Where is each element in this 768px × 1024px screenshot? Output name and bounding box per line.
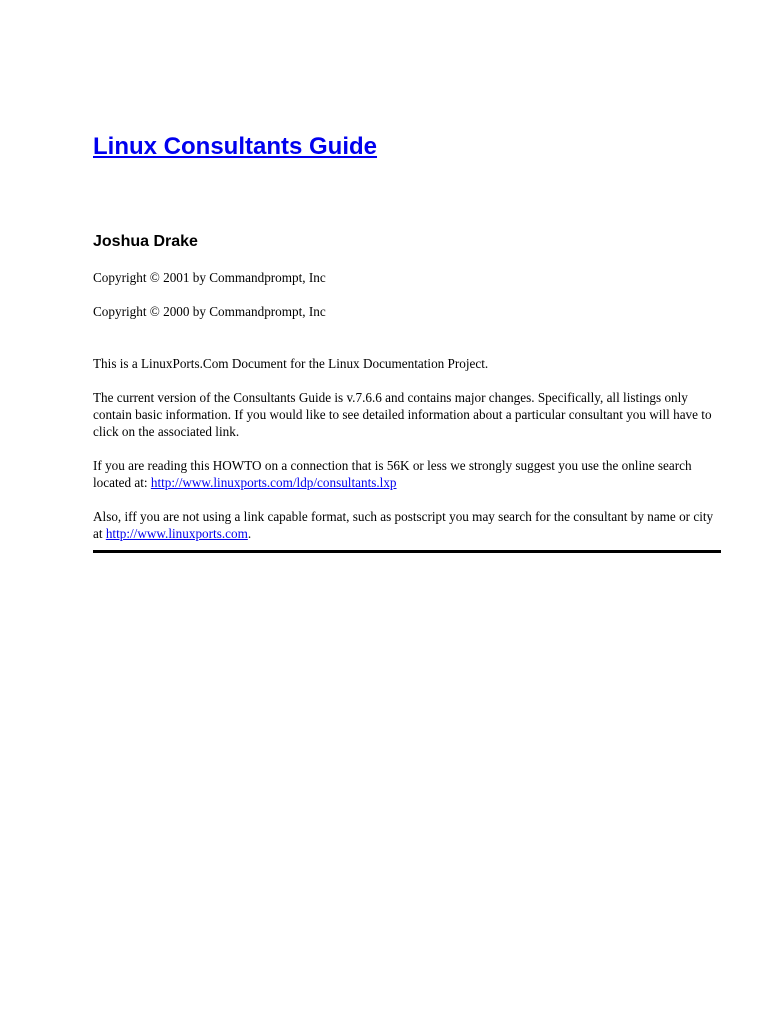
linuxports-home-link[interactable]: http://www.linuxports.com [105,526,248,541]
format-note-trailing: . [247,526,252,541]
copyright-2000: Copyright © 2000 by Commandprompt, Inc [93,304,326,319]
connection-note-text: If you are reading this HOWTO on a connection that is 56K or less we strongly suggest you use the online search located at: [93,458,692,490]
ldp-note: This is a LinuxPorts.Com Document for the Linux Documentation Project. [93,356,489,371]
online-search-link[interactable]: http://www.linuxports.com/ldp/consultants.lxp [150,475,397,490]
format-note-text: Also, iff you are not using a link capable format, such as postscript you may search for the consultant by name or city at [93,509,714,541]
horizontal-rule [93,550,721,553]
document-title-link[interactable]: Linux Consultants Guide [93,133,378,160]
connection-note [93,457,721,491]
author-name: Joshua Drake [93,233,198,250]
copyright-2001: Copyright © 2001 by Commandprompt, Inc [93,270,326,285]
version-note: The current version of the Consultants Guide is v.7.6.6 and contains major changes. Specifically, all listings only contain basic information. If you would like to see detailed information about a particular consultant you will have to click on the associated link. [93,390,712,439]
format-note [93,508,721,542]
